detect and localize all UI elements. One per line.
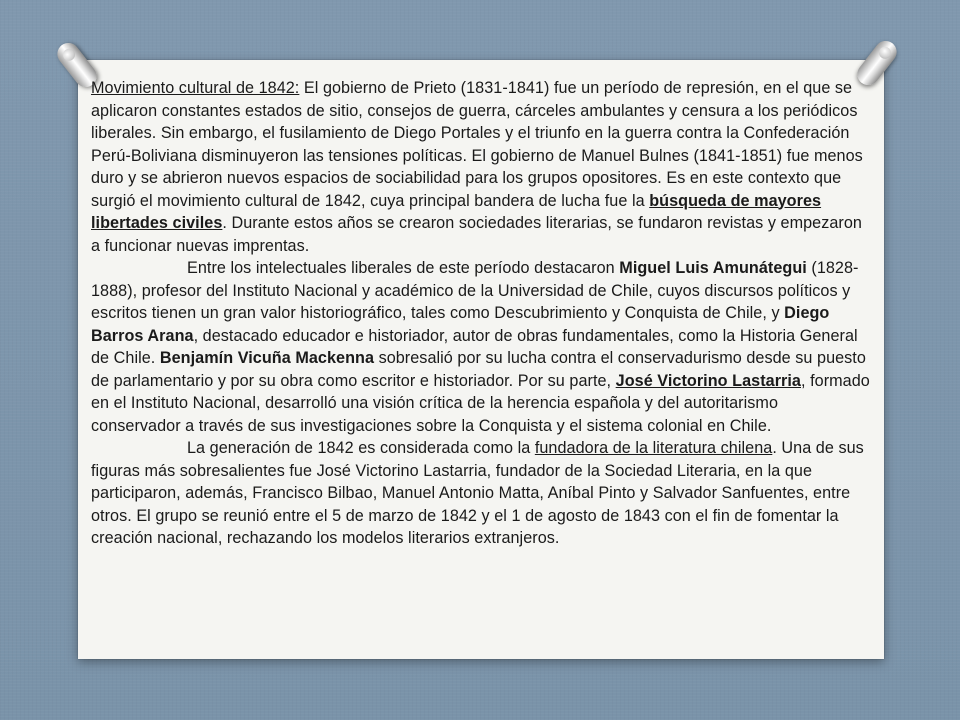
highlight-literatura-chilena: fundadora de la literatura chilena <box>534 439 773 457</box>
section-title: Movimiento cultural de 1842: <box>91 79 300 97</box>
name-vicuna-mackenna: Benjamín Vicuña Mackenna <box>159 349 375 367</box>
paragraph-generacion-1842 <box>91 437 871 550</box>
paragraph-text: . Durante estos años se crearon sociedades literarias, se fundaron revistas y empezaron a funcionar nuevas imprentas. <box>91 214 862 255</box>
name-barros-arana: Diego Barros Arana <box>91 304 830 345</box>
paragraph-text: sobresalió por su lucha contra el conservadurismo desde su puesto de parlamentario y por su obra como escritor e historiador. Por su parte, <box>91 349 866 390</box>
paragraph-text: La generación de 1842 es considerada como la <box>187 439 535 457</box>
paragraph-text: , destacado educador e historiador, autor de obras fundamentales, como la Historia General de Chile. <box>91 326 858 367</box>
name-lastarria: José Victorino Lastarria <box>615 371 801 390</box>
paragraph-text: , formado en el Instituto Nacional, desarrolló una visión crítica de la herencia española y del autoritarismo conservador a través de sus investigaciones sobre la Conquista y el sistema colonial en Chile. <box>91 371 870 435</box>
paragraph-text: Entre los intelectuales liberales de este período destacaron <box>187 259 620 277</box>
paragraph-text: El gobierno de Prieto (1831-1841) fue un período de represión, en el que se aplicaron constantes estados de sitio, consejos de guerra, cárceles ambulantes y censura a los periódicos liberales. Sin embargo, el fusilamiento de Diego Portales y el triunfo en la guerra contra la Confederación Perú-Boliviana disminuyeron las tensiones políticas. El gobierno de Manuel Bulnes (1841-1851) fue menos duro y se abrieron nuevos espacios de sociabilidad para los grupos opositores. Es en este contexto que surgió el movimiento cultural de 1842, cuya principal bandera de lucha fue la <box>91 79 863 210</box>
slide-text-body <box>91 77 871 550</box>
name-amunategui: Miguel Luis Amunátegui <box>619 259 807 277</box>
paragraph-text: . Una de sus figuras más sobresalientes fue José Victorino Lastarria, fundador de la Sociedad Literaria, en la que participaron, además, Francisco Bilbao, Manuel Antonio Matta, Aníbal Pinto y Salvador Sanfuentes, entre otros. El grupo se reunió entre el 5 de marzo de 1842 y el 1 de agosto de 1843 con el fin de fomentar la creación nacional, rechazando los modelos literarios extranjeros. <box>91 439 864 547</box>
paragraph-intelectuales <box>91 257 871 437</box>
paragraph-text: (1828-1888), profesor del Instituto Nacional y académico de la Universidad de Chile, cuyos discursos políticos y escritos tienen un gran valor historiográfico, tales como Descubrimiento y Conquista de Chile, y <box>91 259 859 322</box>
paragraph-movimiento-cultural <box>91 77 871 257</box>
highlight-libertades-civiles: búsqueda de mayores libertades civiles <box>91 191 822 232</box>
